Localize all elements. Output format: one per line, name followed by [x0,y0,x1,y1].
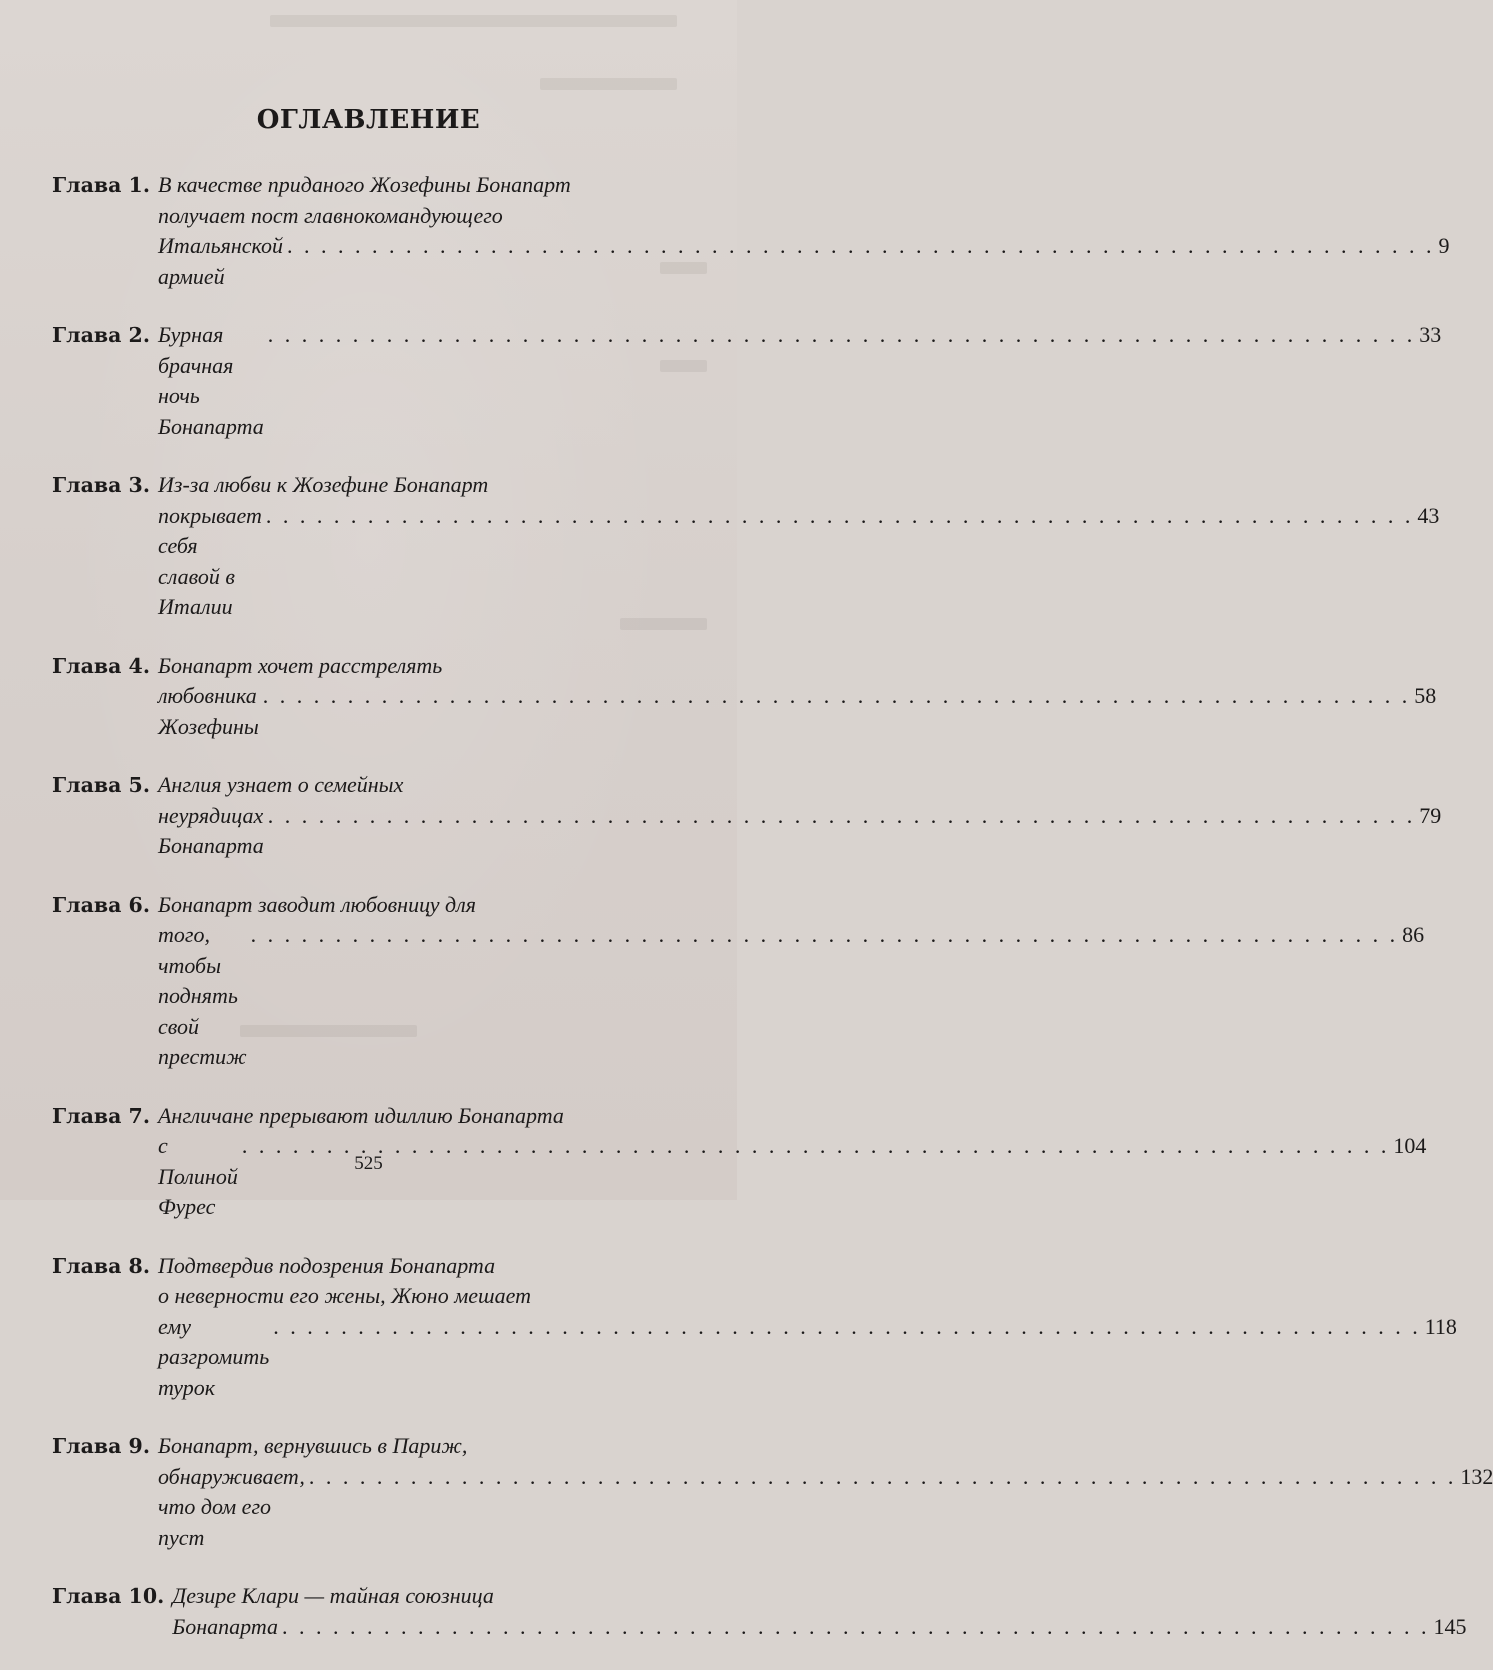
chapter-title-last-line [158,681,1436,742]
chapter-number: Глава 4. [52,653,150,678]
chapter-title-line: Бурная брачная ночь Бонапарта [157,322,264,439]
chapter-title-last-line [158,320,1441,442]
page-number: 525 [354,1153,383,1174]
dot-leader [251,920,1399,951]
chapter-title-last-line [172,1612,1466,1643]
toc-entry [52,1251,1457,1404]
dot-leader [268,801,1416,832]
toc-entry [52,890,1425,1073]
chapter-title-line: ему разгромить турок [157,1313,270,1400]
chapter-title-line: обнаруживает, что дом его пуст [157,1463,305,1550]
chapter-title-last-line [158,801,1441,862]
chapter-title [158,770,1441,862]
chapter-title-line: Бонапарта [172,1613,278,1639]
chapter-page-number: 145 [1433,1613,1467,1639]
chapter-page-number: 9 [1438,233,1450,258]
table-of-contents [52,170,1493,1670]
chapter-title-line: покрывает себя славой в Италии [157,502,262,619]
chapter-number: Глава 5. [52,773,150,797]
chapter-title-line: Бонапарт хочет расстрелять [157,652,443,678]
dot-leader [282,1612,1430,1643]
toc-entry [52,651,1437,743]
chapter-title [158,1251,1457,1404]
chapter-title-line: получает пост главнокомандующего [157,202,503,228]
chapter-page-number: 104 [1393,1133,1427,1158]
chapter-page-number: 58 [1414,683,1437,708]
chapter-title-line: Англичане прерывают идиллию Бонапарта [157,1102,564,1128]
chapter-title [158,1431,1493,1553]
chapter-number: Глава 9. [52,1434,150,1458]
chapter-title-line: о неверности его жены, Жюно мешает [157,1283,531,1308]
chapter-title-line: с Полиной Фурес [157,1133,238,1219]
dot-leader [287,231,1435,262]
chapter-title-line: Итальянской армией [157,233,283,289]
chapter-number: Глава 10. [52,1584,165,1608]
toc-entry [52,470,1440,623]
chapter-title-line: того, чтобы поднять свой престиж [157,922,247,1069]
chapter-title [158,470,1439,623]
chapter-title-last-line [158,501,1439,623]
chapter-title [158,651,1436,743]
chapter-number: Глава 8. [52,1253,150,1278]
page-title: ОГЛАВЛЕНИЕ [256,105,481,135]
toc-entry [52,320,1442,442]
chapter-title-line: Бонапарт, вернувшись в Париж, [157,1433,468,1458]
chapter-number: Глава 1. [52,173,150,197]
dot-leader [268,320,1416,351]
chapter-title-line: Подтвердив подозрения Бонапарта [157,1252,496,1278]
chapter-title-line: В качестве приданого Жозефины Бонапарт [157,172,571,197]
chapter-title-line: любовника Жозефины [157,683,259,739]
chapter-title [158,890,1424,1073]
bleed-through-line [270,15,677,27]
chapter-title-last-line [158,1462,1493,1554]
dot-leader [309,1462,1457,1493]
chapter-title [172,1581,1466,1642]
toc-entry [52,1431,1493,1553]
chapter-number: Глава 6. [52,892,150,917]
chapter-page-number: 132 [1460,1463,1493,1489]
chapter-title-last-line [158,231,1450,292]
chapter-number: Глава 2. [52,323,150,347]
toc-entry [52,170,1450,292]
chapter-title-line: Бонапарт заводит любовницу для [157,891,477,917]
chapter-title-line: Из-за любви к Жозефине Бонапарт [157,472,489,497]
toc-entry [52,770,1442,862]
chapter-number: Глава 3. [52,473,150,497]
chapter-title [158,320,1441,442]
chapter-title [158,170,1450,292]
bleed-through-line [540,78,677,90]
chapter-page-number: 33 [1419,322,1442,347]
toc-entry [52,1581,1467,1642]
chapter-page-number: 118 [1424,1313,1457,1339]
chapter-title-line: Англия узнает о семейных [157,772,404,797]
chapter-number: Глава 7. [52,1103,150,1128]
chapter-title-last-line [158,920,1424,1073]
dot-leader [266,501,1414,532]
chapter-title-last-line [158,1312,1457,1404]
chapter-page-number: 43 [1417,502,1440,528]
dot-leader [263,681,1411,712]
dot-leader [273,1312,1421,1343]
chapter-title-line: Дезире Клари — тайная союзница [172,1583,494,1608]
chapter-page-number: 79 [1419,802,1442,828]
chapter-title-line: неурядицах Бонапарта [157,802,264,858]
chapter-title-last-line [158,1131,1426,1223]
chapter-page-number: 86 [1402,922,1425,947]
